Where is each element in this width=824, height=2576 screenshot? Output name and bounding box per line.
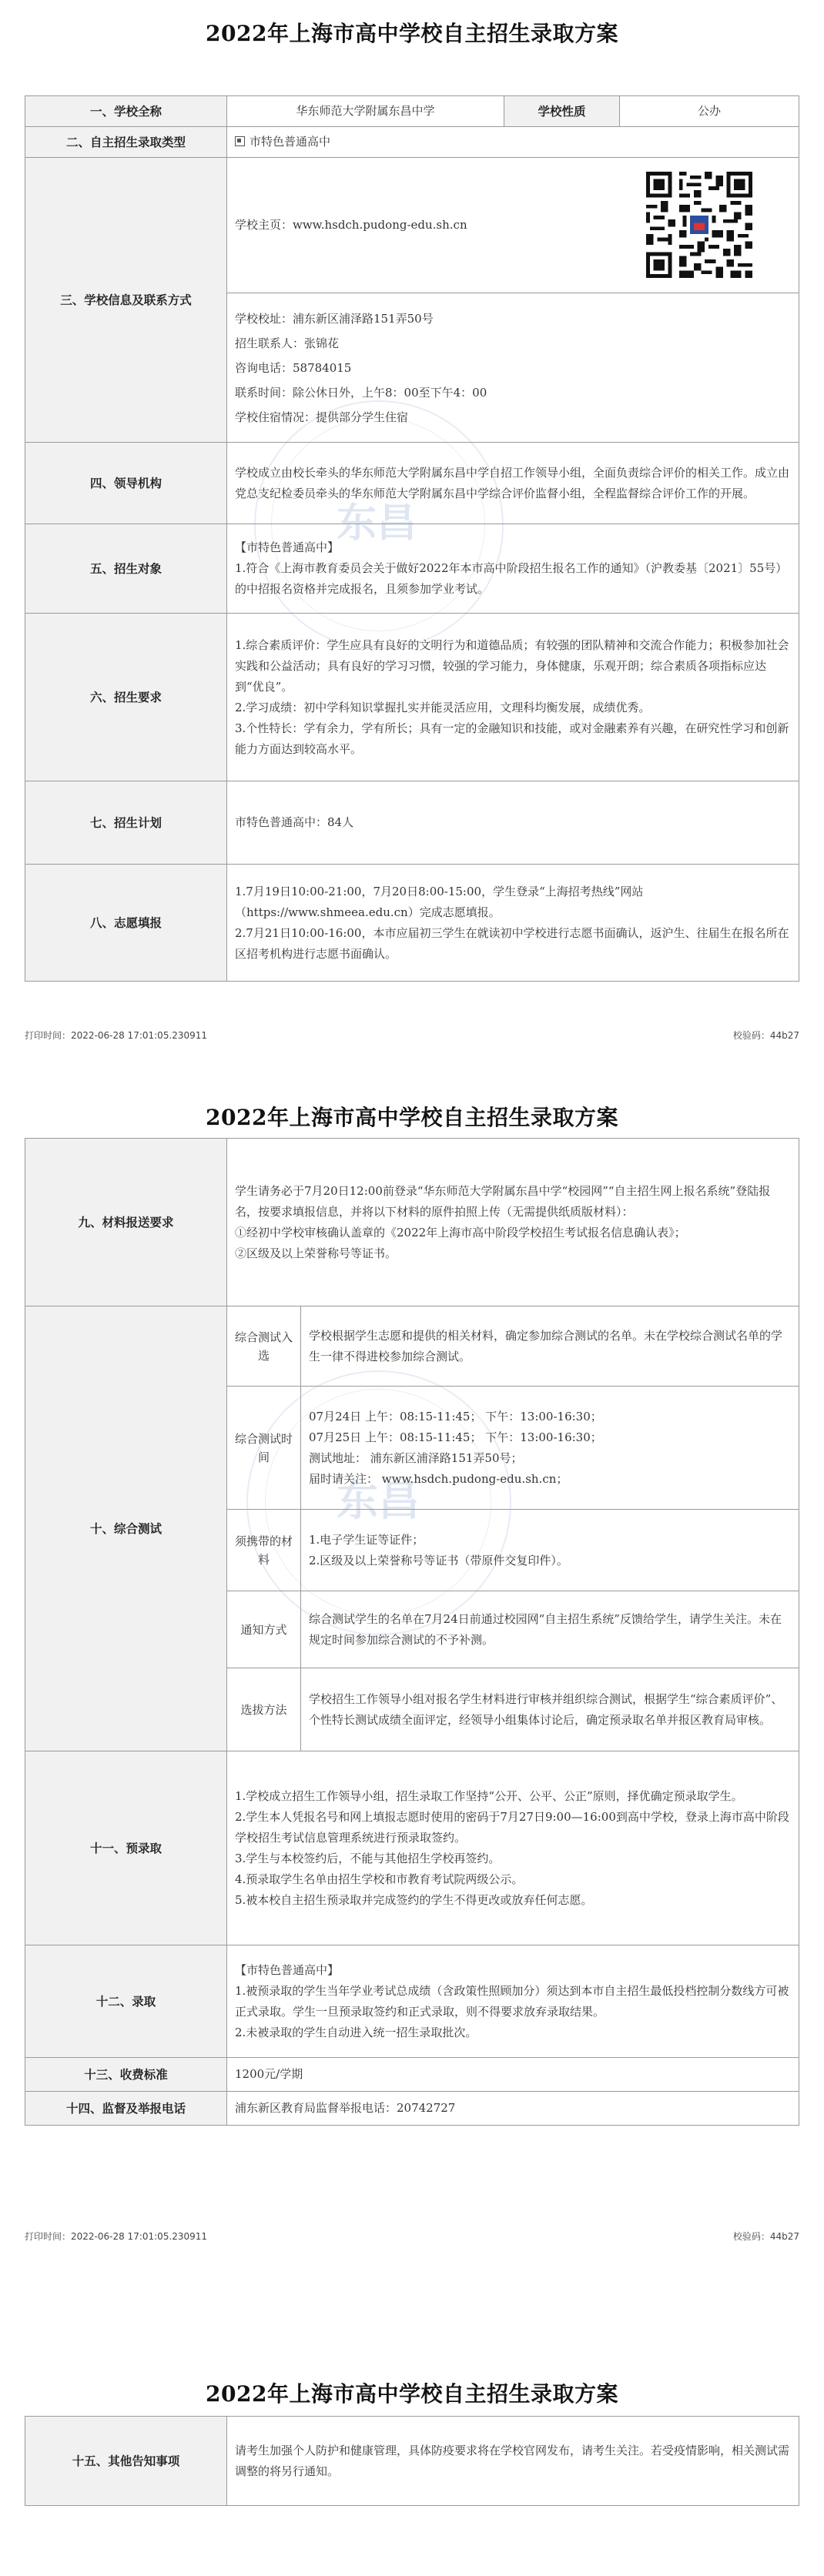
school-name-value: 华东师范大学附属东昌中学 [227,96,504,127]
application-label: 八、志愿填报 [25,865,227,982]
test-material-line: 1.电子学生证等证件； [309,1532,424,1547]
pre-admission-item: 2.学生本人凭报名号和网上填报志愿时使用的密码于7月27日9:00—16:00到高中学校，登录上海市高中阶段学校招生考试信息管理系统进行预录取签约。 [235,1809,789,1845]
supervision-label: 十四、监督及举报电话 [25,2092,227,2126]
test-content: 综合测试学生的名单在7月24日前通过校园网“自主招生系统”反馈给学生，请学生关注。未在规定时间参加综合测试的不予补测。 [301,1591,799,1668]
contact-label: 三、学校信息及联系方式 [25,158,227,443]
test-sublabel: 选拔方法 [227,1668,301,1751]
watermark-text: 东昌 [337,500,417,547]
print-time: 打印时间：2022-06-28 17:01:05.230911 [25,1030,208,1041]
address-text: 学校校址：浦东新区浦泽路151弄50号 [235,311,434,326]
other-label: 十五、其他告知事项 [25,2417,227,2506]
admission-table-part-2 [25,1138,799,2126]
admission-table-part-3 [25,2416,799,2506]
test-time-line: 07月25日 上午：08:15-11:45； 下午：13:00-16:30； [309,1430,602,1444]
materials-item: ①经初中学校审核确认盖章的《2022年上海市高中阶段学校招生考试报名信息确认表》； [235,1225,686,1239]
materials-item: ②区级及以上荣誉称号等证书。 [235,1246,397,1260]
contact-person-text: 招生联系人：张锦花 [235,336,340,350]
contact-hours-text: 联系时间：除公休日外，上午8：00至下午4：00 [235,385,487,400]
target-cell [227,524,799,614]
test-materials-cell [301,1510,799,1591]
target-tag: 【市特色普通高中】 [235,540,340,554]
type-label: 二、自主招生录取类型 [25,127,227,158]
test-time-line: 07月24日 上午：08:15-11:45； 下午：13:00-16:30； [309,1409,602,1423]
pre-admission-item: 4.预录取学生名单由招生学校和市教育考试院两级公示。 [235,1872,524,1886]
pre-admission-cell [227,1751,799,1945]
plan-text: 市特色普通高中：84人 [227,781,799,865]
watermark-text: 东昌 [337,1477,420,1525]
test-sublabel: 通知方式 [227,1591,301,1668]
application-item: 2.7月21日10:00-16:00，本市应届初三学生在就读初中学校进行志愿书面确认，返沪生、往届生在报名所在区招考机构进行志愿书面确认。 [235,925,789,961]
leadership-text: 学校成立由校长牵头的华东师范大学附属东昌中学自招工作领导小组，全面负责综合评价的相关工作。成立由党总支纪检委员牵头的华东师范大学附属东昌中学综合评价监督小组，全程监督综合评价工作的开展。 [227,443,799,524]
boarding-text: 学校住宿情况：提供部分学生住宿 [235,410,409,424]
admission-label: 十二、录取 [25,1945,227,2058]
page-1 [0,0,824,1062]
page-title: 2022年上海市高中学校自主招生录取方案 [206,2381,618,2407]
phone-text: 咨询电话：58784015 [235,360,352,375]
contact-details [227,293,799,443]
checksum: 校验码：44b27 [732,2231,799,2242]
page-title: 2022年上海市高中学校自主招生录取方案 [206,21,618,46]
school-nature-label: 学校性质 [504,96,620,127]
test-sublabel: 综合测试入选 [227,1306,301,1387]
homepage-text: 学校主页：www.hsdch.pudong-edu.sh.cn [235,218,467,232]
materials-label: 九、材料报送要求 [25,1139,227,1306]
page-title: 2022年上海市高中学校自主招生录取方案 [206,1105,618,1130]
admission-item: 2.未被录取的学生自动进入统一招生录取批次。 [235,2025,477,2039]
materials-cell [227,1139,799,1306]
requirement-item: 2.学习成绩：初中学科知识掌握扎实并能灵活应用，文理科均衡发展，成绩优秀。 [235,700,651,714]
admission-cell [227,1945,799,2058]
target-label: 五、招生对象 [25,524,227,614]
pre-admission-item: 5.被本校自主招生预录取并完成签约的学生不得更改或放弃任何志愿。 [235,1892,593,1907]
test-content: 学校根据学生志愿和提供的相关材料，确定参加综合测试的名单。未在学校综合测试名单的学生一律不得进校参加综合测试。 [301,1306,799,1387]
fee-value: 1200元/学期 [227,2058,799,2092]
requirement-item: 1.综合素质评价：学生应具有良好的文明行为和道德品质；有较强的团队精神和交流合作能力；积极参加社会实践和公益活动；具有良好的学习习惯，较强的学习能力，身体健康，乐观开朗；综合素质各项指标应达到“优良”。 [235,637,789,694]
test-label: 十、综合测试 [25,1306,227,1751]
materials-item: 学生请务必于7月20日12:00前登录“华东师范大学附属东昌中学“校园网”“自主招生网上报名系统”登陆报名，按要求填报信息，并将以下材料的原件拍照上传（无需提供纸质版材料）： [235,1183,771,1219]
requirements-cell [227,614,799,781]
checked-checkbox-icon [235,136,245,146]
test-content: 学校招生工作领导小组对报名学生材料进行审核并组织综合测试，根据学生“综合素质评价”、个性特长测试成绩全面评定，经领导小组集体讨论后，确定预录取名单并报区教育局审核。 [301,1668,799,1751]
supervision-value: 浦东新区教育局监督举报电话：20742727 [227,2092,799,2126]
school-nature-value: 公办 [620,96,799,127]
application-item: 1.7月19日10:00-21:00，7月20日8:00-15:00，学生登录“上海招考热线”网站（https://www.shmeea.edu.cn）完成志愿填报。 [235,884,644,919]
requirement-item: 3.个性特长：学有余力，学有所长；具有一定的金融知识和技能，或对金融素养有兴趣，在研究性学习和创新能力方面达到较高水平。 [235,721,789,756]
test-sublabel: 综合测试时间 [227,1387,301,1510]
test-time-line: 届时请关注： www.hsdch.pudong-edu.sh.cn； [309,1471,568,1486]
requirements-label: 六、招生要求 [25,614,227,781]
test-sublabel: 须携带的材料 [227,1510,301,1591]
type-value-text: 市特色普通高中 [250,135,331,149]
test-time-cell [301,1387,799,1510]
leadership-label: 四、领导机构 [25,443,227,524]
application-cell [227,865,799,982]
fee-label: 十三、收费标准 [25,2058,227,2092]
page-footer [25,2230,799,2243]
page-2 [0,1062,824,2263]
other-text: 请考生加强个人防护和健康管理，具体防疫要求将在学校官网发布，请考生关注。若受疫情影响，相关测试需调整的将另行通知。 [227,2417,799,2506]
page-3 [0,2263,824,2576]
school-name-label: 一、学校全称 [25,96,227,127]
admission-table-part-1 [25,95,799,982]
test-material-line: 2.区级及以上荣誉称号等证书（带原件交复印件）。 [309,1553,568,1567]
homepage-cell [227,158,799,293]
pre-admission-item: 1.学校成立招生工作领导小组，招生录取工作坚持“公开、公平、公正”原则，择优确定预录取学生。 [235,1788,743,1803]
pre-admission-label: 十一、预录取 [25,1751,227,1945]
admission-item: 1.被预录取的学生当年学业考试总成绩（含政策性照顾加分）须达到本市自主招生最低投档控制分数线方可被正式录取。学生一旦预录取签约和正式录取，则不得要求放弃录取结果。 [235,1983,789,2019]
qr-code-icon [646,172,752,278]
type-value [227,127,799,158]
test-time-line: 测试地址： 浦东新区浦泽路151弄50号； [309,1450,523,1465]
pre-admission-item: 3.学生与本校签约后，不能与其他招生学校再签约。 [235,1851,501,1865]
plan-label: 七、招生计划 [25,781,227,865]
target-text: 1.符合《上海市教育委员会关于做好2022年本市高中阶段招生报名工作的通知》（沪教委基〔2021〕55号）的中招报名资格并完成报名，且须参加学业考试。 [235,561,788,596]
page-footer [25,1029,799,1042]
admission-tag: 【市特色普通高中】 [235,1962,340,1977]
print-time: 打印时间：2022-06-28 17:01:05.230911 [25,2231,208,2242]
checksum: 校验码：44b27 [732,1030,799,1041]
